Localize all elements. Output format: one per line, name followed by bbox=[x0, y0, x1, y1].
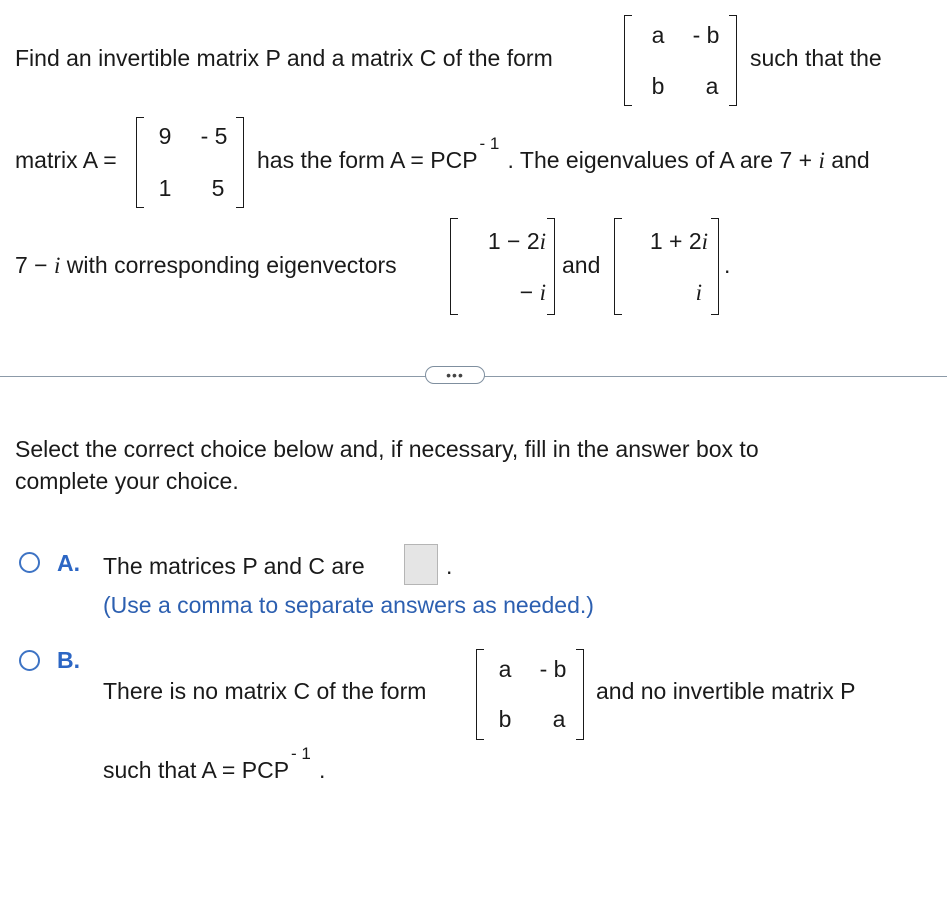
form-matrix-cell: a bbox=[498, 656, 512, 682]
form-matrix-cell: a bbox=[651, 22, 665, 48]
instructions-line2: complete your choice. bbox=[15, 468, 239, 494]
matrix-a-cell: 1 bbox=[158, 175, 172, 201]
question-line2-mid bbox=[257, 134, 870, 174]
choice-a-label[interactable]: A. bbox=[57, 550, 80, 576]
line2-suffix-2: and bbox=[824, 147, 870, 173]
imag-unit: i bbox=[539, 229, 546, 254]
question-line2-prefix: matrix A = bbox=[15, 147, 117, 173]
question-line1-prefix: Find an invertible matrix P and a matrix C of the form bbox=[15, 45, 553, 71]
question-line3-prefix bbox=[15, 252, 397, 279]
and-word: and bbox=[562, 252, 601, 278]
choice-b-line2 bbox=[103, 744, 326, 784]
question-line1-suffix: such that the bbox=[750, 45, 882, 71]
choice-b-text-suffix: and no invertible matrix P bbox=[596, 678, 856, 704]
matrix-a-cell: 9 bbox=[158, 123, 172, 149]
line2-mid-text: has the form A = PCP bbox=[257, 147, 478, 173]
choice-a-after-box: . bbox=[446, 553, 453, 579]
choice-b-line2-text: such that A = PCP bbox=[103, 757, 290, 783]
eigvec1-top: 1 − 2 bbox=[487, 228, 540, 254]
imag-unit: i bbox=[701, 229, 708, 254]
choice-b-text-prefix: There is no matrix C of the form bbox=[103, 678, 427, 704]
imag-unit: i bbox=[539, 280, 546, 305]
imag-unit: i bbox=[818, 148, 825, 173]
matrix-a-cell: 5 bbox=[211, 175, 225, 201]
imag-unit: i bbox=[695, 280, 702, 305]
choice-a-hint: (Use a comma to separate answers as needed.) bbox=[103, 592, 594, 618]
form-matrix-cell: b bbox=[651, 73, 665, 99]
line3-rest: with corresponding eigenvectors bbox=[60, 252, 397, 278]
instructions-line1: Select the correct choice below and, if necessary, fill in the answer box to bbox=[15, 436, 759, 462]
form-matrix-cell: b bbox=[498, 706, 512, 732]
choice-a-radio[interactable] bbox=[19, 552, 40, 573]
choice-b-period: . bbox=[319, 757, 326, 783]
form-matrix-cell: a bbox=[552, 706, 566, 732]
form-matrix-cell: a bbox=[705, 73, 719, 99]
expand-more-button[interactable]: ••• bbox=[425, 366, 485, 384]
matrix-a-cell: - 5 bbox=[200, 123, 228, 149]
answer-input-box[interactable] bbox=[404, 544, 438, 585]
choice-b-radio[interactable] bbox=[19, 650, 40, 671]
eigvec2-top: 1 + 2 bbox=[649, 228, 702, 254]
line2-suffix-1: . The eigenvalues of A are 7 + bbox=[507, 147, 819, 173]
form-matrix-cell: - b bbox=[539, 656, 567, 682]
inverse-exponent: - 1 bbox=[479, 134, 500, 153]
inverse-exponent: - 1 bbox=[291, 744, 311, 763]
imag-unit: i bbox=[54, 253, 61, 278]
eigvec1-bottom: − bbox=[519, 279, 540, 305]
choice-a-text: The matrices P and C are bbox=[103, 553, 365, 579]
question-period: . bbox=[724, 252, 731, 278]
choice-b-label[interactable]: B. bbox=[57, 647, 80, 673]
line3-num: 7 − bbox=[15, 252, 55, 278]
form-matrix-cell: - b bbox=[692, 22, 720, 48]
